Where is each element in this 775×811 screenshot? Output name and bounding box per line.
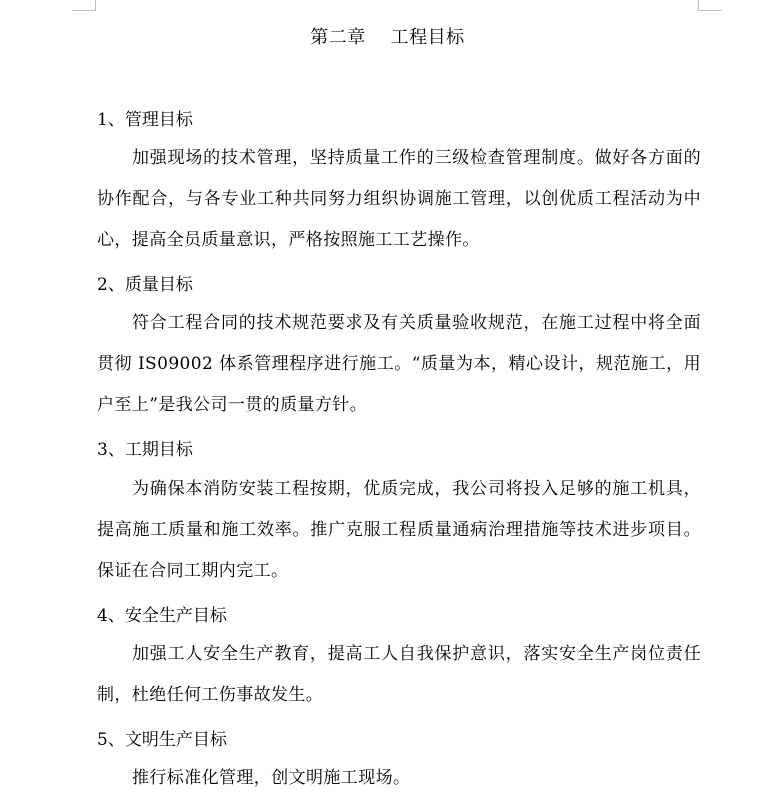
section-heading: 3、工期目标: [97, 440, 193, 460]
crop-mark-top-left: [95, 0, 96, 10]
section-heading: 5、文明生产目标: [97, 730, 227, 750]
chapter-title: 第二章 工程目标: [310, 27, 465, 48]
section-paragraph: 符合工程合同的技术规范要求及有关质量验收规范，在施工过程中将全面贯彻 IS09002 体系管理程序进行施工。“质量为本，精心设计，规范施工，用户至上”是我公司一贯的质量方针。: [97, 313, 701, 415]
section-paragraph: 加强现场的技术管理，坚持质量工作的三级检查管理制度。做好各方面的协作配合，与各专业工种共同努力组织协调施工管理，以创优质工程活动为中心，提高全员质量意识，严格按照施工工艺操作。: [97, 148, 701, 250]
crop-mark-top-right: [698, 10, 722, 11]
crop-mark-top-left: [72, 10, 96, 11]
section-heading: 1、管理目标: [97, 110, 193, 130]
section-heading: 2、质量目标: [97, 275, 193, 295]
section-paragraph: 为确保本消防安装工程按期，优质完成，我公司将投入足够的施工机具，提高施工质量和施工效率。推广克服工程质量通病治理措施等技术进步项目。保证在合同工期内完工。: [97, 479, 701, 581]
section-paragraph: 加强工人安全生产教育，提高工人自我保护意识，落实安全生产岗位责任制，杜绝任何工伤事故发生。: [97, 644, 701, 705]
section-paragraph: 推行标准化管理，创文明施工现场。: [132, 768, 411, 788]
section-heading: 4、安全生产目标: [97, 606, 227, 626]
crop-mark-top-right: [698, 0, 699, 10]
